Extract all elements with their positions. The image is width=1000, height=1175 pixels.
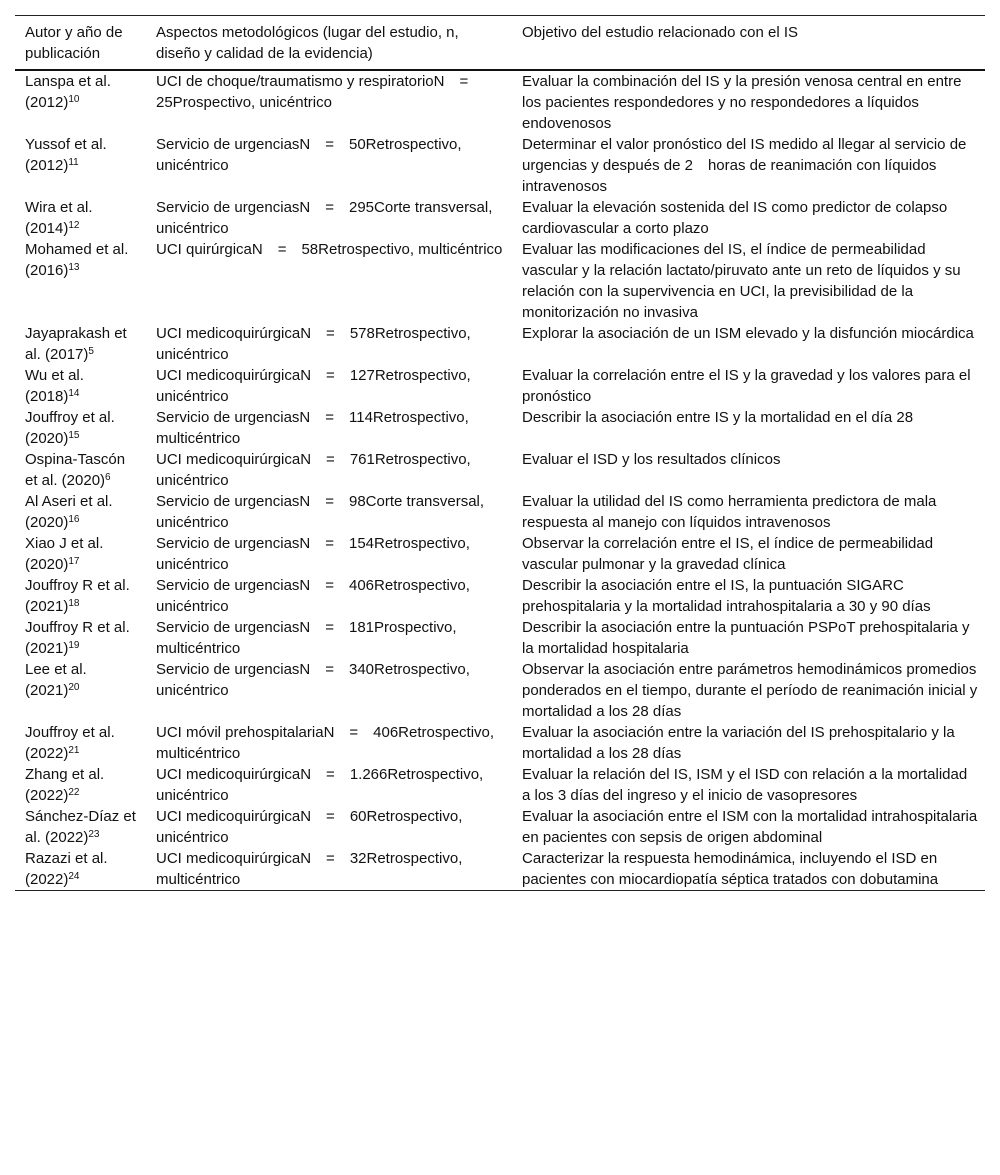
objective-cell: Observar la asociación entre parámetros hemodinámicos promedios ponderados en el tiempo, durante el período de reanimación inicial y mortalidad a los 28 días [522,661,978,720]
author: Jouffroy et al.(2022) [25,724,115,762]
author-cell [15,491,146,533]
methods-cell: UCI medicoquirúrgicaN = 60Retrospectivo, unicéntrico [156,808,463,846]
author: Al Aseri et al. (2020) [25,493,113,531]
objective-cell: Evaluar la correlación entre el IS y la gravedad y los valores para el pronóstico [522,367,971,405]
table-row [15,848,985,891]
author-cell [15,533,146,575]
reference-number: 19 [68,640,80,651]
table-row [15,239,985,323]
author-cell [15,197,146,239]
reference-number: 24 [68,871,80,882]
methods-cell: Servicio de urgenciasN = 181Prospectivo, multicéntrico [156,619,457,657]
methods-cell: UCI quirúrgicaN = 58Retrospectivo, multicéntrico [156,241,503,258]
methods-cell: Servicio de urgenciasN = 114Retrospectivo, multicéntrico [156,409,469,447]
methods-cell: UCI móvil prehospitalariaN = 406Retrospectivo, multicéntrico [156,724,495,762]
table-row [15,764,985,806]
objective-cell: Evaluar la asociación entre la variación del IS prehospitalario y la mortalidad a los 28 días [522,724,955,762]
objective-cell: Explorar la asociación de un ISM elevado y la disfunción miocárdica [522,325,974,342]
table-row [15,806,985,848]
objective-cell: Evaluar la elevación sostenida del IS como predictor de colapso cardiovascular a corto plazo [522,199,948,237]
reference-number: 22 [68,787,80,798]
table-header [15,16,985,71]
methods-cell: Servicio de urgenciasN = 406Retrospectivo, unicéntrico [156,577,470,615]
author-cell [15,764,146,806]
author-cell [15,70,146,134]
author: Sánchez-Díaz et al. (2022) [25,808,136,846]
reference-number: 12 [68,220,80,231]
reference-number: 6 [105,472,111,483]
author: Jayaprakash et al. (2017) [25,325,127,363]
reference-number: 15 [68,430,80,441]
author-cell [15,239,146,323]
methods-cell: UCI medicoquirúrgicaN = 578Retrospectivo, unicéntrico [156,325,471,363]
table-row [15,365,985,407]
objective-cell: Determinar el valor pronóstico del IS medido al llegar al servicio de urgencias y después de 2 horas de reanimación con líquidos intravenosos [522,136,967,195]
table-row [15,70,985,134]
header-author: Autor y año de publicación [25,24,123,62]
table-body [15,70,985,891]
table-row [15,491,985,533]
table-row [15,323,985,365]
methods-cell: UCI de choque/traumatismo y respiratorioN = 25Prospectivo, unicéntrico [156,73,484,111]
reference-number: 14 [68,388,80,399]
author: Jouffroy et al. (2020) [25,409,115,447]
author: Wu et al. (2018) [25,367,84,405]
objective-cell: Describir la asociación entre el IS, la puntuación SIGARC prehospitalaria y la mortalidad intrahospitalaria a 30 y 90 días [522,577,931,615]
author-cell [15,722,146,764]
author: Jouffroy R et al. (2021) [25,619,130,657]
author-cell [15,848,146,891]
author-cell [15,659,146,722]
author: Yussof et al. (2012) [25,136,107,174]
author: Wira et al. (2014) [25,199,93,237]
author: Lee et al. (2021) [25,661,87,699]
reference-number: 10 [68,94,80,105]
author-cell [15,449,146,491]
author: Mohamed et al. (2016) [25,241,129,279]
table-row [15,449,985,491]
table-row [15,575,985,617]
table-row [15,197,985,239]
reference-number: 17 [68,556,80,567]
objective-cell: Evaluar la combinación del IS y la presión venosa central en entre los pacientes respondedores y no respondedores a líquidos endovenosos [522,73,962,132]
author-cell [15,365,146,407]
methods-cell: UCI medicoquirúrgicaN = 32Retrospectivo, multicéntrico [156,850,463,888]
methods-cell: UCI medicoquirúrgicaN = 127Retrospectivo, unicéntrico [156,367,471,405]
reference-number: 16 [68,514,80,525]
header-objective: Objetivo del estudio relacionado con el IS [522,24,799,41]
author-cell [15,323,146,365]
table-row [15,659,985,722]
author: Zhang et al. (2022) [25,766,105,804]
objective-cell: Evaluar el ISD y los resultados clínicos [522,451,781,468]
author-cell [15,575,146,617]
author: Ospina-Tascón et al. (2020) [25,451,126,489]
author-cell [15,134,146,197]
reference-number: 5 [88,346,94,357]
methods-cell: UCI medicoquirúrgicaN = 1.266Retrospectivo, unicéntrico [156,766,484,804]
author: Razazi et al. (2022) [25,850,108,888]
reference-number: 13 [68,262,80,273]
reference-number: 11 [68,157,79,168]
author-cell [15,806,146,848]
reference-number: 18 [68,598,80,609]
table-row [15,617,985,659]
objective-cell: Describir la asociación entre la puntuación PSPoT prehospitalaria y la mortalidad hospitalaria [522,619,970,657]
table-row [15,134,985,197]
objective-cell: Describir la asociación entre IS y la mortalidad en el día 28 [522,409,914,426]
header-methods: Aspectos metodológicos (lugar del estudio, n, diseño y calidad de la evidencia) [156,24,459,62]
methods-cell: Servicio de urgenciasN = 340Retrospectivo, unicéntrico [156,661,470,699]
objective-cell: Evaluar las modificaciones del IS, el índice de permeabilidad vascular y la relación lactato/piruvato ante un reto de líquidos y su relación con la supervivencia en UCI, la previsibilidad de la monitorización no invasiva [522,241,961,321]
table-row [15,407,985,449]
reference-number: 23 [88,829,100,840]
table-row [15,722,985,764]
methods-cell: Servicio de urgenciasN = 98Corte transversal, unicéntrico [156,493,485,531]
objective-cell: Evaluar la relación del IS, ISM y el ISD con relación a la mortalidad a los 3 días del ingreso y el inicio de vasopresores [522,766,968,804]
reference-number: 20 [68,682,80,693]
objective-cell: Evaluar la asociación entre el ISM con la mortalidad intrahospitalaria en pacientes con sepsis de origen abdominal [522,808,978,846]
author: Xiao J et al. (2020) [25,535,104,573]
author: Jouffroy R et al. (2021) [25,577,130,615]
objective-cell: Caracterizar la respuesta hemodinámica, incluyendo el ISD en pacientes con miocardiopatía séptica tratados con dobutamina [522,850,939,888]
reference-number: 21 [68,745,80,756]
studies-table [15,15,985,891]
methods-cell: Servicio de urgenciasN = 50Retrospectivo, unicéntrico [156,136,462,174]
methods-cell: Servicio de urgenciasN = 154Retrospectivo, unicéntrico [156,535,470,573]
author-cell [15,617,146,659]
methods-cell: Servicio de urgenciasN = 295Corte transversal, unicéntrico [156,199,493,237]
author-cell [15,407,146,449]
objective-cell: Evaluar la utilidad del IS como herramienta predictora de mala respuesta al manejo con líquidos intravenosos [522,493,937,531]
author: Lanspa et al. (2012) [25,73,111,111]
table-row [15,533,985,575]
methods-cell: UCI medicoquirúrgicaN = 761Retrospectivo, unicéntrico [156,451,471,489]
objective-cell: Observar la correlación entre el IS, el índice de permeabilidad vascular pulmonar y la gravedad clínica [522,535,934,573]
